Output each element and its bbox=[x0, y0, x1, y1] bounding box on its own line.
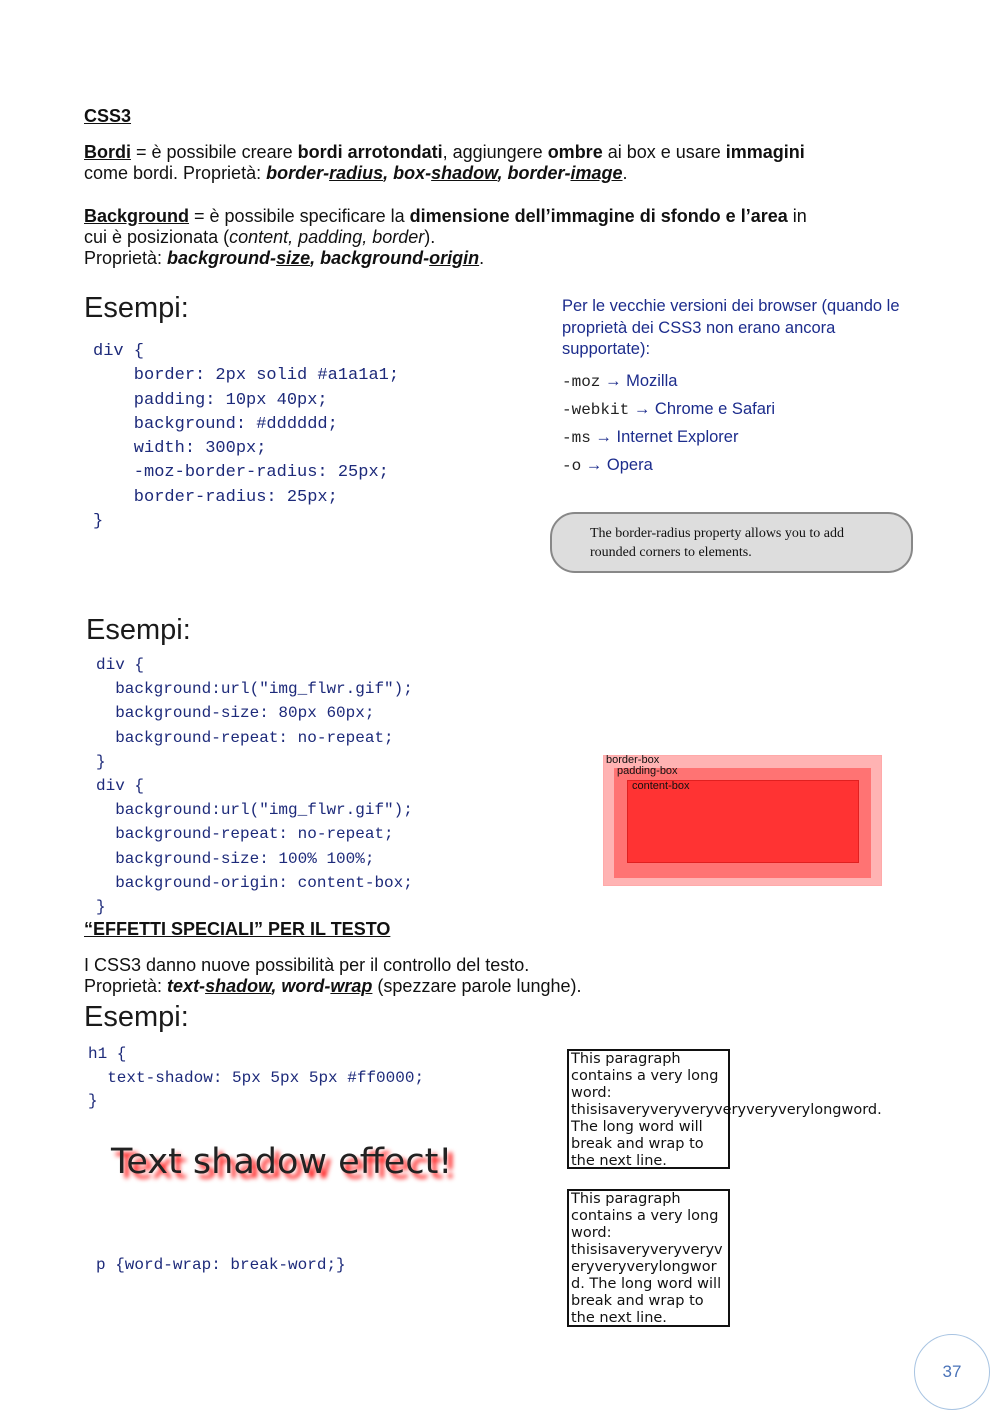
background-text-2: in bbox=[787, 206, 807, 226]
bordi-text-1: = è possibile creare bbox=[131, 142, 298, 162]
bordi-text-3: ai box e usare bbox=[602, 142, 726, 162]
prop-border-b: radius bbox=[329, 163, 384, 183]
prop-shadow-b: shadow bbox=[431, 163, 498, 183]
prefix-row bbox=[562, 368, 912, 396]
arrow-icon: → bbox=[605, 371, 622, 390]
browser-mozilla: Mozilla bbox=[626, 371, 678, 390]
example2-heading: Esempi: bbox=[86, 614, 191, 646]
bordi-text-2: , aggiungere bbox=[442, 142, 548, 162]
page-number-badge bbox=[914, 1334, 990, 1410]
content-box-label: content-box bbox=[632, 780, 690, 792]
prop-bgsize-b: size bbox=[276, 248, 311, 268]
effetti-line2-end: (spezzare parole lunghe). bbox=[372, 976, 582, 996]
section-title-effetti: “EFFETTI SPECIALI” PER IL TESTO bbox=[84, 919, 391, 939]
prop-textshadow-a: text- bbox=[167, 976, 206, 996]
bordi-label: Bordi bbox=[84, 142, 131, 162]
overflow-demo-text: This paragraph contains a very long word: thisisaveryveryveryveryveryverylongword. The long word will break and wrap to the next line. bbox=[571, 1051, 882, 1169]
background-paragraph bbox=[84, 206, 924, 269]
bordi-line2: come bordi. Proprietà: bbox=[84, 163, 267, 183]
browser-prefix-note bbox=[562, 296, 912, 481]
prop-shadow-a: , box- bbox=[383, 163, 432, 183]
prefix-row bbox=[562, 396, 912, 424]
prefix-row bbox=[562, 452, 912, 480]
prop-textshadow-b: shadow bbox=[205, 976, 272, 996]
bordi-paragraph bbox=[84, 142, 924, 184]
prefix-moz: -moz bbox=[562, 372, 601, 391]
example3-code2: p {word-wrap: break-word;} bbox=[96, 1256, 346, 1274]
background-bold-1: dimensione dell’immagine di sfondo e l’area bbox=[409, 206, 788, 226]
example2-code: div { background:url("img_flwr.gif"); background-size: 80px 60px; background-repeat: no-repeat; } div { background:url("img_flwr.gif"); background-repeat: no-repeat; background-size: 100% 100%; background-origin: content-box; } bbox=[96, 656, 413, 917]
bordi-bold-1: bordi arrotondati bbox=[297, 142, 443, 162]
word-wrap-demo-box bbox=[567, 1189, 730, 1327]
section-title-css3: CSS3 bbox=[84, 106, 132, 126]
effetti-paragraph bbox=[84, 955, 924, 997]
border-box-label: border-box bbox=[606, 754, 660, 766]
word-wrap-demo-text: This paragraph contains a very long word: thisisaveryveryveryv eryveryverylongwor d. The long word will break and wrap to the next line. bbox=[571, 1191, 723, 1326]
example1-code: div { border: 2px solid #a1a1a1; padding: 10px 40px; background: #dddddd; width: 300px; -moz-border-radius: 25px; border-radius: 25px; } bbox=[93, 342, 400, 532]
prop-wordwrap-b: wrap bbox=[330, 976, 373, 996]
example1-heading: Esempi: bbox=[84, 292, 189, 324]
example3-heading: Esempi: bbox=[84, 1001, 189, 1033]
prefix-row bbox=[562, 424, 912, 452]
page-number: 37 bbox=[942, 1362, 962, 1381]
arrow-icon: → bbox=[633, 399, 651, 418]
prop-image-a: , border- bbox=[497, 163, 571, 183]
browser-chrome-safari: Chrome e Safari bbox=[654, 399, 776, 418]
background-line2i: content, padding, border bbox=[229, 227, 425, 247]
border-box-demo bbox=[603, 755, 882, 886]
background-line2b: ). bbox=[424, 227, 436, 247]
background-end: . bbox=[479, 248, 485, 268]
browser-ie: Internet Explorer bbox=[616, 428, 739, 447]
prop-bgsize-a: background- bbox=[167, 248, 277, 268]
bordi-bold-3: immagini bbox=[725, 142, 805, 162]
prop-wordwrap-a: , word- bbox=[271, 976, 331, 996]
effetti-line1: I CSS3 danno nuove possibilità per il controllo del testo. bbox=[84, 955, 530, 975]
text-shadow-demo: Text shadow effect! bbox=[111, 1142, 453, 1182]
bordi-bold-2: ombre bbox=[547, 142, 603, 162]
padding-box-label: padding-box bbox=[617, 765, 678, 777]
arrow-icon: → bbox=[595, 428, 612, 447]
prop-image-b: image bbox=[570, 163, 623, 183]
arrow-icon: → bbox=[585, 456, 603, 475]
border-radius-demo-text: The border-radius property allows you to add rounded corners to elements. bbox=[590, 526, 844, 560]
note-intro: Per le vecchie versioni dei browser (quando le proprietà dei CSS3 non erano ancora supportate): bbox=[562, 297, 900, 358]
content-box-demo bbox=[627, 780, 859, 863]
prefix-webkit: -webkit bbox=[562, 400, 630, 419]
overflow-demo-box bbox=[567, 1049, 882, 1169]
example3-code: h1 { text-shadow: 5px 5px 5px #ff0000; } bbox=[88, 1045, 425, 1110]
border-radius-demo-box bbox=[550, 512, 913, 573]
background-line2a: cui è posizionata ( bbox=[84, 227, 230, 247]
prefix-ms: -ms bbox=[562, 429, 591, 448]
background-label: Background bbox=[84, 206, 190, 226]
prop-border-a: border- bbox=[266, 163, 330, 183]
prop-bgorigin-b: origin bbox=[429, 248, 480, 268]
effetti-line2: Proprietà: bbox=[84, 976, 168, 996]
bordi-end: . bbox=[622, 163, 628, 183]
prop-bgorigin-a: , background- bbox=[310, 248, 430, 268]
background-text-1: = è possibile specificare la bbox=[189, 206, 410, 226]
background-line3: Proprietà: bbox=[84, 248, 168, 268]
prefix-o: -o bbox=[562, 457, 582, 476]
browser-opera: Opera bbox=[606, 456, 653, 475]
prefix-list bbox=[562, 368, 912, 481]
